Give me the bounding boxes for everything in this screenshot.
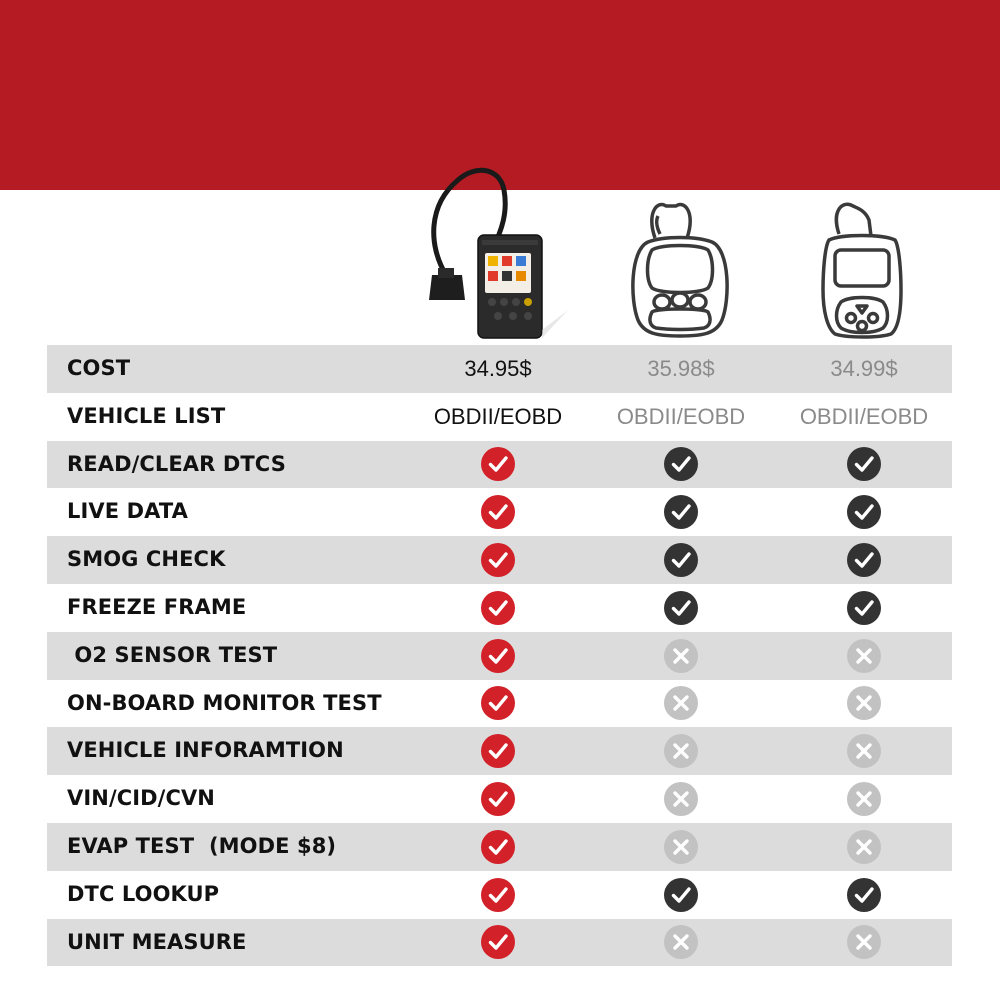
cross-icon — [664, 734, 698, 768]
feature-cell — [418, 823, 578, 871]
check-icon — [481, 782, 515, 816]
feature-cell — [601, 632, 761, 680]
feature-label: LIVE DATA — [67, 499, 189, 524]
cross-icon — [664, 686, 698, 720]
check-icon — [481, 830, 515, 864]
feature-label: FREEZE FRAME — [67, 594, 247, 619]
feature-cell — [601, 871, 761, 919]
cross-icon — [664, 925, 698, 959]
table-row — [47, 632, 952, 680]
value-cell: 35.98$ — [647, 355, 715, 381]
feature-label: EVAP TEST (MODE $8) — [67, 833, 337, 858]
feature-cell — [601, 680, 761, 728]
check-icon — [481, 639, 515, 673]
table-row — [47, 919, 952, 967]
table-row — [47, 871, 952, 919]
table-row — [47, 584, 952, 632]
feature-cell — [784, 441, 944, 489]
feature-label: ON-BOARD MONITOR TEST — [67, 690, 382, 715]
feature-label: VIN/CID/CVN — [67, 786, 215, 811]
feature-label: O2 SENSOR TEST — [67, 642, 278, 667]
product-image-competitor-1 — [600, 150, 760, 345]
feature-cell — [418, 632, 578, 680]
feature-label: SMOG CHECK — [67, 547, 226, 572]
value-cell: 34.95$ — [464, 355, 532, 381]
check-icon — [847, 878, 881, 912]
table-row — [47, 536, 952, 584]
feature-label: VEHICLE LIST — [67, 403, 226, 428]
feature-cell — [784, 680, 944, 728]
check-icon — [481, 447, 515, 481]
feature-cell — [418, 871, 578, 919]
feature-cell — [601, 536, 761, 584]
table-row — [47, 775, 952, 823]
check-icon — [481, 925, 515, 959]
value-cell: 34.99$ — [830, 355, 898, 381]
table-row — [47, 823, 952, 871]
cross-icon — [847, 782, 881, 816]
check-icon — [664, 495, 698, 529]
feature-cell — [601, 775, 761, 823]
feature-cell — [784, 536, 944, 584]
feature-cell — [784, 584, 944, 632]
feature-cell — [784, 488, 944, 536]
cross-icon — [847, 639, 881, 673]
feature-cell — [601, 584, 761, 632]
feature-cell — [418, 441, 578, 489]
check-icon — [664, 878, 698, 912]
feature-cell — [784, 632, 944, 680]
feature-cell — [601, 488, 761, 536]
feature-cell — [601, 441, 761, 489]
feature-cell — [601, 823, 761, 871]
cross-icon — [847, 925, 881, 959]
product-image-competitor-2 — [783, 150, 943, 345]
value-cell: OBDII/EOBD — [799, 403, 929, 429]
feature-cell — [784, 727, 944, 775]
table-row — [47, 441, 952, 489]
feature-cell — [418, 727, 578, 775]
cross-icon — [847, 734, 881, 768]
feature-label: VEHICLE INFORAMTION — [67, 738, 344, 763]
check-icon — [481, 495, 515, 529]
check-icon — [847, 591, 881, 625]
comparison-table — [47, 345, 952, 966]
feature-cell — [784, 775, 944, 823]
value-cell: OBDII/EOBD — [616, 403, 746, 429]
check-icon — [481, 686, 515, 720]
cross-icon — [847, 830, 881, 864]
feature-cell — [418, 536, 578, 584]
cross-icon — [847, 686, 881, 720]
check-icon — [664, 591, 698, 625]
feature-label: UNIT MEASURE — [67, 929, 247, 954]
feature-label: DTC LOOKUP — [67, 881, 220, 906]
feature-cell — [601, 919, 761, 967]
check-icon — [481, 878, 515, 912]
table-row — [47, 488, 952, 536]
feature-label: COST — [67, 356, 131, 380]
product-image-main — [418, 150, 578, 345]
check-icon — [481, 734, 515, 768]
cross-icon — [664, 782, 698, 816]
feature-cell — [601, 727, 761, 775]
check-icon — [847, 495, 881, 529]
feature-cell — [784, 871, 944, 919]
table-row — [47, 393, 952, 441]
check-icon — [664, 447, 698, 481]
value-cell: OBDII/EOBD — [433, 403, 563, 429]
feature-label: READ/CLEAR DTCS — [67, 451, 286, 476]
feature-cell — [418, 775, 578, 823]
feature-cell — [784, 823, 944, 871]
feature-cell — [418, 584, 578, 632]
check-icon — [847, 543, 881, 577]
feature-cell — [418, 919, 578, 967]
feature-cell — [784, 919, 944, 967]
cross-icon — [664, 639, 698, 673]
table-row — [47, 345, 952, 393]
check-icon — [481, 543, 515, 577]
feature-cell — [418, 680, 578, 728]
table-row — [47, 680, 952, 728]
check-icon — [664, 543, 698, 577]
check-icon — [481, 591, 515, 625]
cross-icon — [664, 830, 698, 864]
feature-cell — [418, 488, 578, 536]
check-icon — [847, 447, 881, 481]
table-row — [47, 727, 952, 775]
